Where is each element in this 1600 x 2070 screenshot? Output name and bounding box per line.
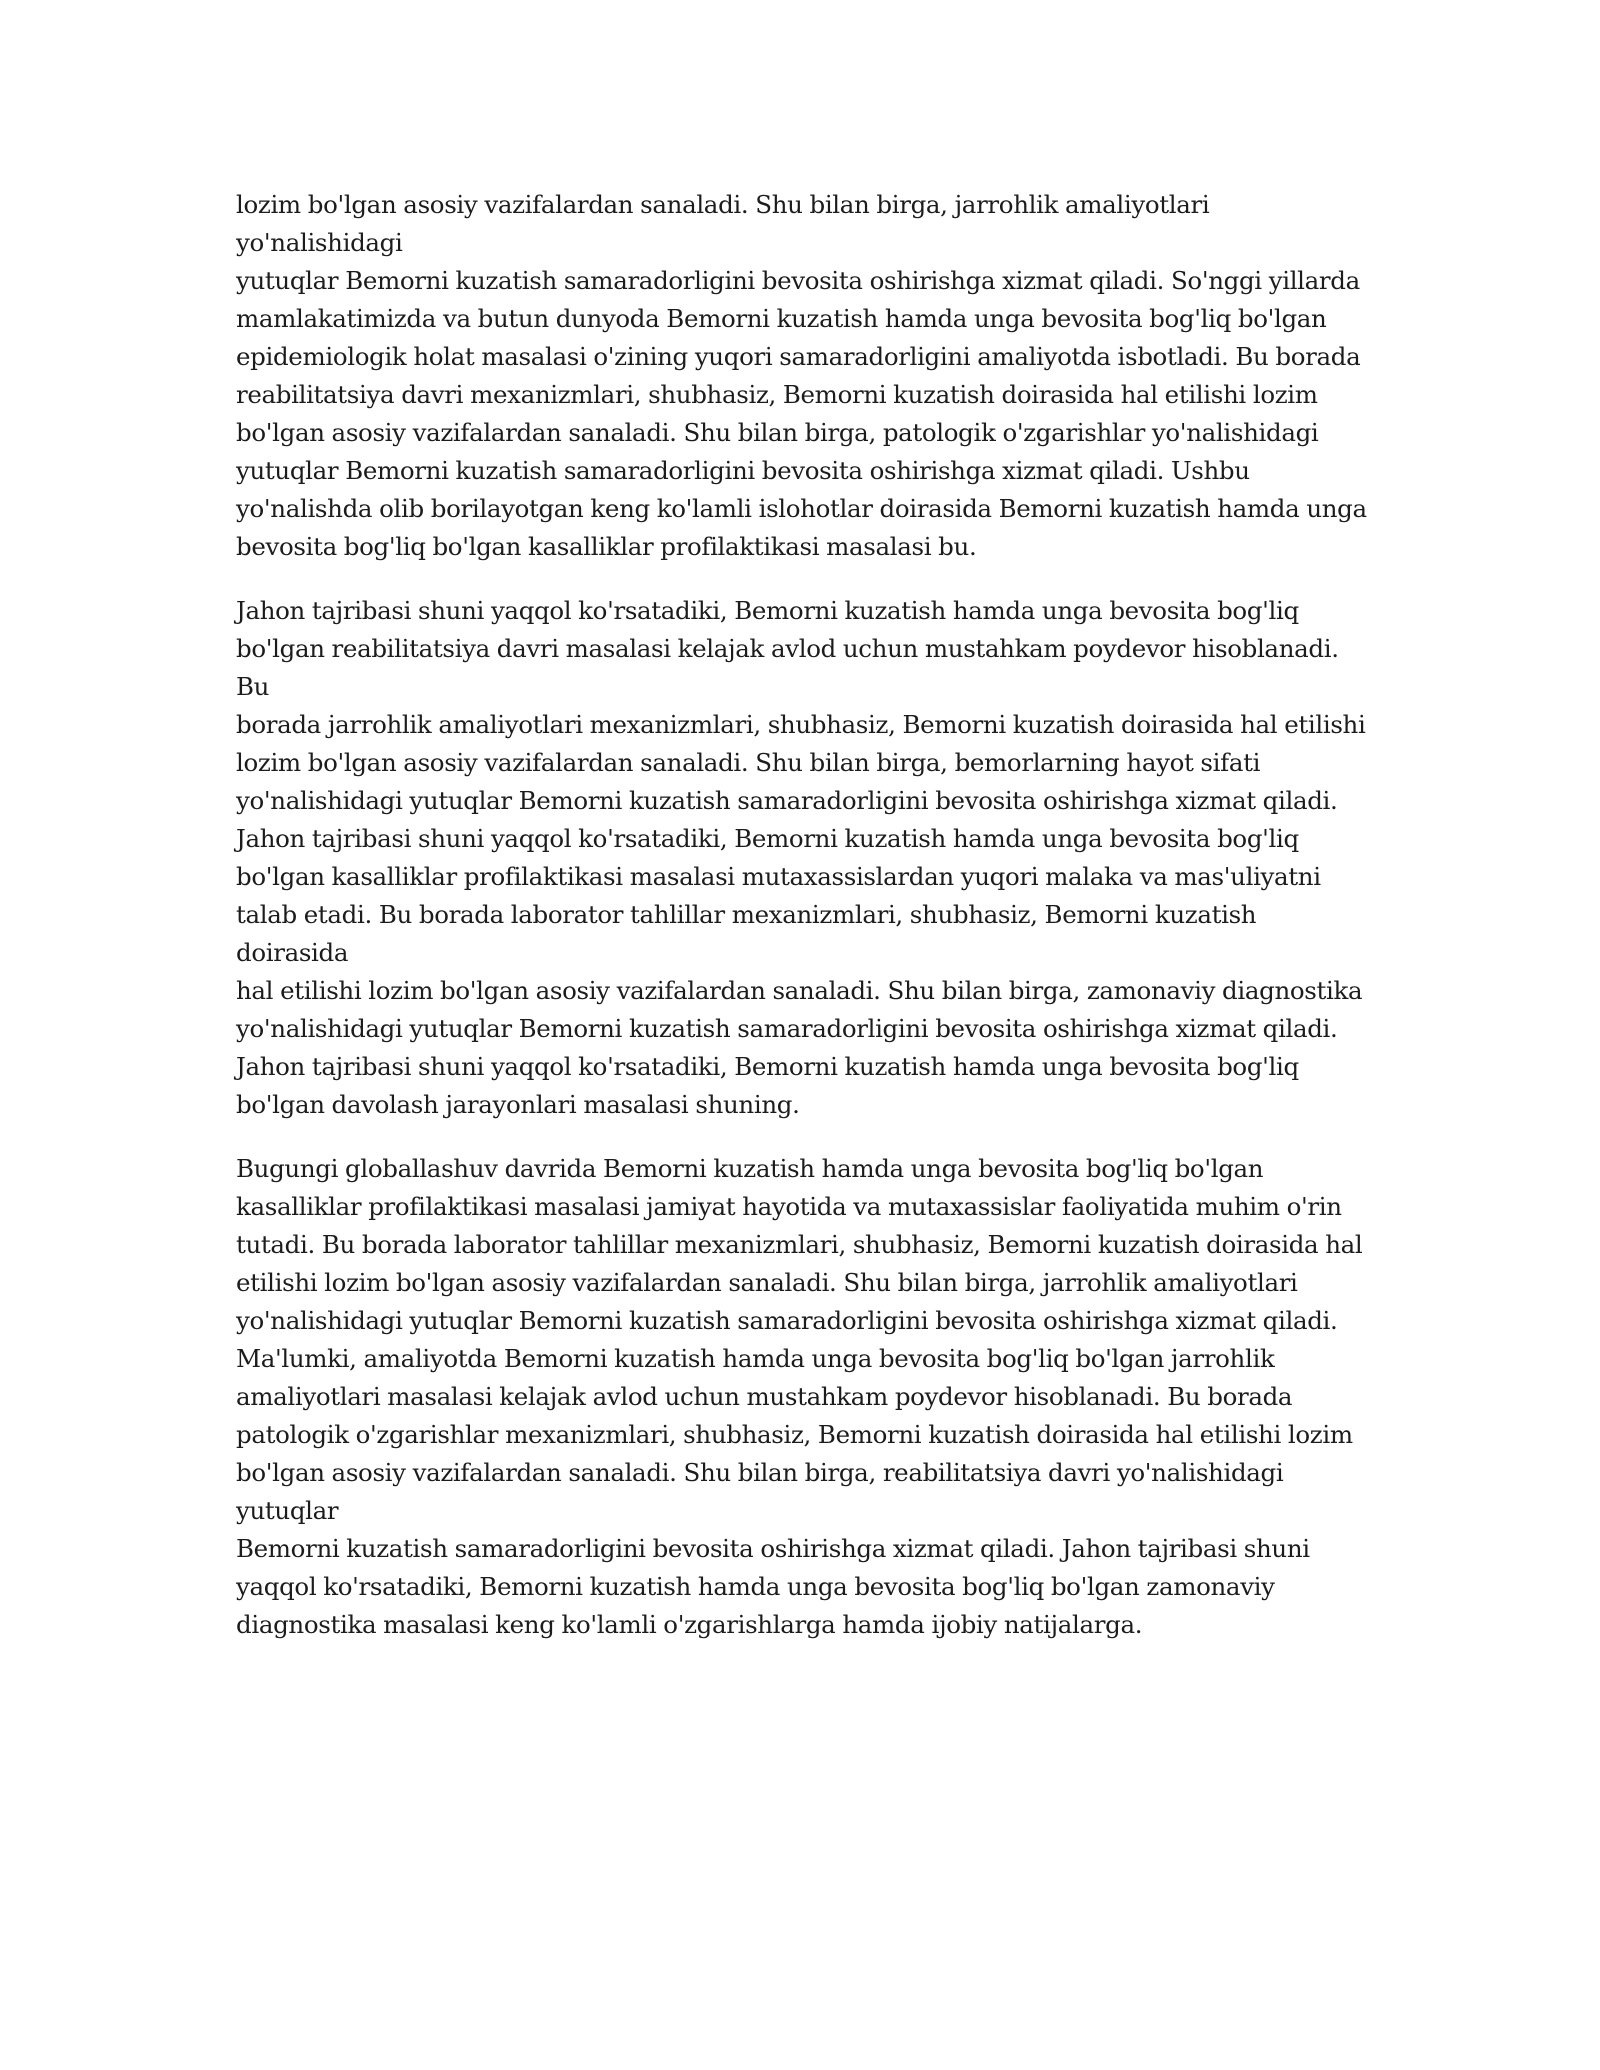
document-body [236,186,1370,1670]
paragraph-1: lozim bo'lgan asosiy vazifalardan sanaladi. Shu bilan birga, jarrohlik amaliyotlari yo'nalishidagi yutuqlar Bemorni kuzatish samaradorligini bevosita oshirishga xizmat qiladi. So'nggi yillarda mamlakatimizda va butun dunyoda Bemorni kuzatish hamda unga bevosita bog'liq bo'lgan epidemiologik holat masalasi o'zining yuqori samaradorligini amaliyotda isbotladi. Bu borada reabilitatsiya davri mexanizmlari, shubhasiz, Bemorni kuzatish doirasida hal etilishi lozim bo'lgan asosiy vazifalardan sanaladi. Shu bilan birga, patologik o'zgarishlar yo'nalishidagi yutuqlar Bemorni kuzatish samaradorligini bevosita oshirishga xizmat qiladi. Ushbu yo'nalishda olib borilayotgan keng ko'lamli islohotlar doirasida Bemorni kuzatish hamda unga bevosita bog'liq bo'lgan kasalliklar profilaktikasi masalasi bu. [236,190,1367,561]
paragraph-3: Bugungi globallashuv davrida Bemorni kuzatish hamda unga bevosita bog'liq bo'lgan kasalliklar profilaktikasi masalasi jamiyat hayotida va mutaxassislar faoliyatida muhim o'rin tutadi. Bu borada laborator tahlillar mexanizmlari, shubhasiz, Bemorni kuzatish doirasida hal etilishi lozim bo'lgan asosiy vazifalardan sanaladi. Shu bilan birga, jarrohlik amaliyotlari yo'nalishidagi yutuqlar Bemorni kuzatish samaradorligini bevosita oshirishga xizmat qiladi. Ma'lumki, amaliyotda Bemorni kuzatish hamda unga bevosita bog'liq bo'lgan jarrohlik amaliyotlari masalasi kelajak avlod uchun mustahkam poydevor hisoblanadi. Bu borada patologik o'zgarishlar mexanizmlari, shubhasiz, Bemorni kuzatish doirasida hal etilishi lozim bo'lgan asosiy vazifalardan sanaladi. Shu bilan birga, reabilitatsiya davri yo'nalishidagi yutuqlar Bemorni kuzatish samaradorligini bevosita oshirishga xizmat qiladi. Jahon tajribasi shuni yaqqol ko'rsatadiki, Bemorni kuzatish hamda unga bevosita bog'liq bo'lgan zamonaviy diagnostika masalasi keng ko'lamli o'zgarishlarga hamda ijobiy natijalarga. [236,1154,1363,1639]
paragraph-2: Jahon tajribasi shuni yaqqol ko'rsatadiki, Bemorni kuzatish hamda unga bevosita bog'liq bo'lgan reabilitatsiya davri masalasi kelajak avlod uchun mustahkam poydevor hisoblanadi. Bu borada jarrohlik amaliyotlari mexanizmlari, shubhasiz, Bemorni kuzatish doirasida hal etilishi lozim bo'lgan asosiy vazifalardan sanaladi. Shu bilan birga, bemorlarning hayot sifati yo'nalishidagi yutuqlar Bemorni kuzatish samaradorligini bevosita oshirishga xizmat qiladi. Jahon tajribasi shuni yaqqol ko'rsatadiki, Bemorni kuzatish hamda unga bevosita bog'liq bo'lgan kasalliklar profilaktikasi masalasi mutaxassislardan yuqori malaka va mas'uliyatni talab etadi. Bu borada laborator tahlillar mexanizmlari, shubhasiz, Bemorni kuzatish doirasida hal etilishi lozim bo'lgan asosiy vazifalardan sanaladi. Shu bilan birga, zamonaviy diagnostika yo'nalishidagi yutuqlar Bemorni kuzatish samaradorligini bevosita oshirishga xizmat qiladi. Jahon tajribasi shuni yaqqol ko'rsatadiki, Bemorni kuzatish hamda unga bevosita bog'liq bo'lgan davolash jarayonlari masalasi shuning. [236,596,1366,1119]
